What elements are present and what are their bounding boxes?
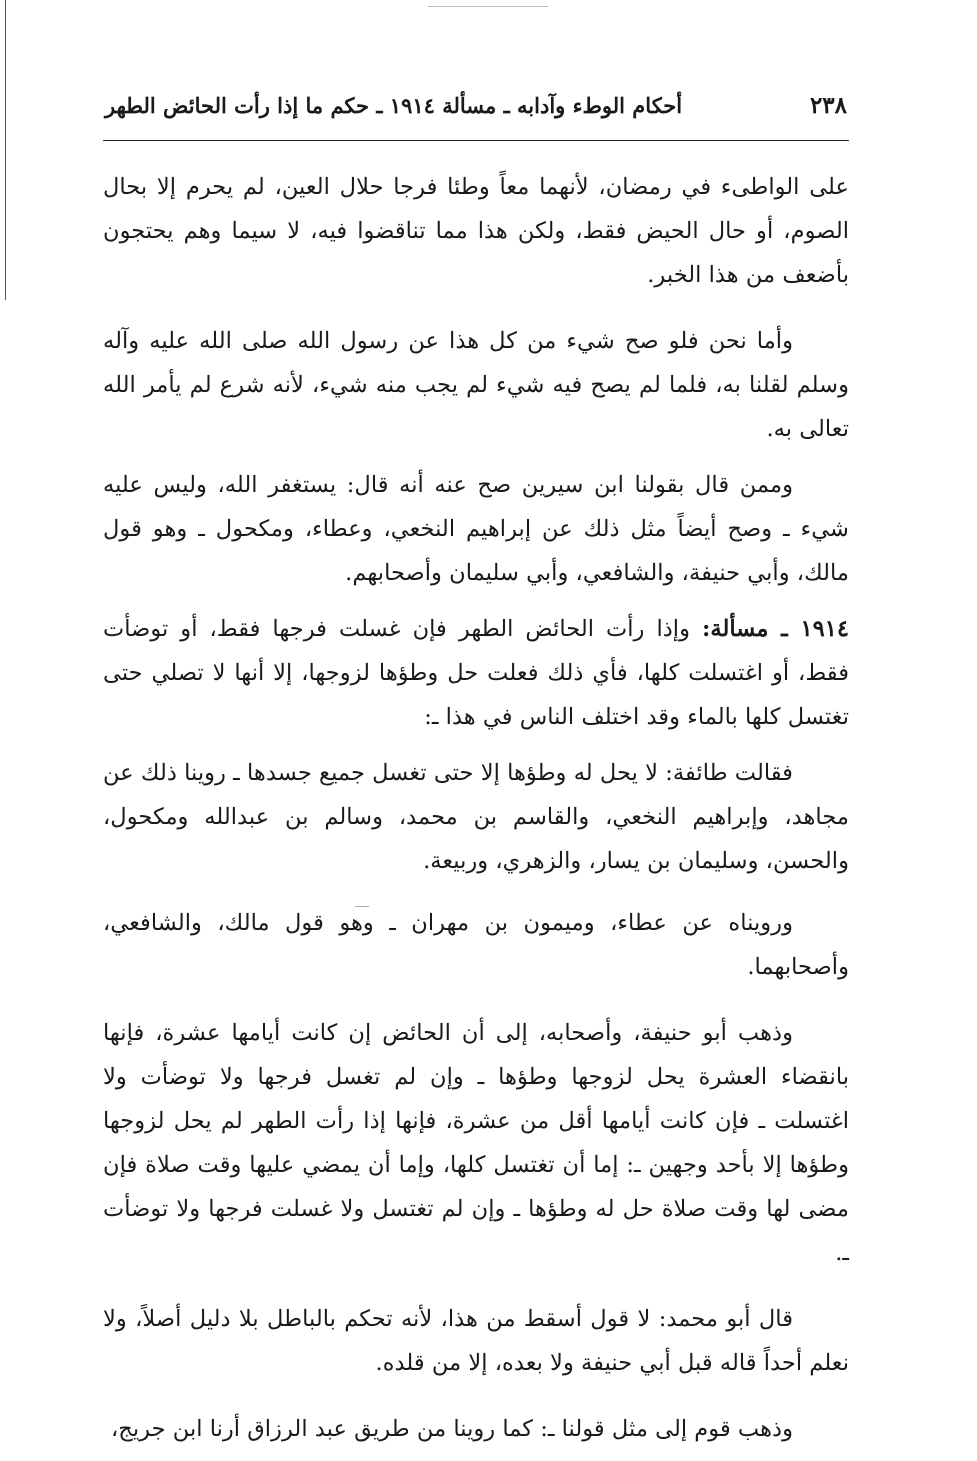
paragraph-text: وأما نحن فلو صح شيء من كل هذا عن رسول الله صلى الله عليه وآله وسلم لقلنا به، فلما لم يصح فيه شيء لم يجب منه شيء، لأنه شرع لم يأمر الله تعالى به.	[103, 328, 849, 442]
scan-mark	[355, 906, 369, 907]
paragraph-text: ورويناه عن عطاء، وميمون بن مهران ـ وهو قول مالك، والشافعي، وأصحابهما.	[103, 910, 849, 980]
paragraph	[103, 1407, 849, 1451]
paragraph	[103, 165, 849, 297]
issue-paragraph	[103, 607, 849, 739]
book-page	[103, 92, 849, 1461]
body-text	[103, 165, 849, 1451]
paragraph-text: على الواطىء في رمضان، لأنهما معاً وطئا فرجا حلال العين، لم يحرم إلا بحال الصوم، أو حال الحيض فقط، ولكن هذا مما تناقضوا فيه، لا سيما وهم يحتجون بأضعف من هذا الخبر.	[103, 174, 849, 288]
paragraph-text: فقالت طائفة: لا يحل له وطؤها إلا حتى تغسل جميع جسدها ـ روينا ذلك عن مجاهد، وإبراهيم النخعي، والقاسم بن محمد، وسالم بن عبدالله ومكحول، والحسن، وسليمان بن يسار، والزهري، وربيعة.	[103, 760, 849, 874]
paragraph	[103, 901, 849, 989]
scan-edge-line	[5, 0, 6, 300]
paragraph	[103, 463, 849, 595]
paragraph	[103, 319, 849, 451]
paragraph-text: قال أبو محمد: لا قول أسقط من هذا، لأنه تحكم بالباطل بلا دليل أصلاً، ولا نعلم أحداً قاله قبل أبي حنيفة ولا بعده، إلا من قلده.	[103, 1306, 849, 1376]
paragraph-text: وذهب أبو حنيفة، وأصحابه، إلى أن الحائض إن كانت أيامها عشرة، فإنها بانقضاء العشرة يحل لزوجها وطؤها ـ وإن لم تغسل فرجها ولا توضأت ولا اغتسلت ـ فإن كانت أيامها أقل من عشرة، فإنها إذا رأت الطهر لم يحل لزوجها وطؤها إلا بأحد وجهين ـ: إما أن تغتسل كلها، وإما أن يمضي عليها وقت صلاة فإن مضى لها وقت صلاة حل له وطؤها ـ وإن لم تغتسل ولا غسلت فرجها ولا توضأت ـ.	[103, 1020, 849, 1266]
paragraph-text: وذهب قوم إلى مثل قولنا ـ: كما روينا من طريق عبد الرزاق أرنا ابن جريج،	[110, 1416, 793, 1442]
scan-top-mark	[428, 6, 548, 7]
issue-number-label: ١٩١٤ ـ مسألة:	[701, 616, 849, 642]
page-number: ٢٣٨	[809, 92, 847, 119]
paragraph	[103, 751, 849, 883]
header-title: أحكام الوطء وآدابه ـ مسألة ١٩١٤ ـ حكم ما إذا رأت الحائض الطهر	[105, 93, 683, 118]
paragraph	[103, 1011, 849, 1275]
paragraph-text: وإذا رأت الحائض الطهر فإن غسلت فرجها فقط، أو توضأت فقط، أو اغتسلت كلها، فأي ذلك فعلت حل وطؤها لزوجها، إلا أنها لا تصلي حتى تغتسل كلها بالماء وقد اختلف الناس في هذا ـ:	[103, 616, 849, 730]
running-header	[103, 92, 849, 141]
paragraph-text: وممن قال بقولنا ابن سيرين صح عنه أنه قال: يستغفر الله، وليس عليه شيء ـ وصح أيضاً مثل ذلك عن إبراهيم النخعي، وعطاء، ومكحول ـ وهو قول مالك، وأبي حنيفة، والشافعي، وأبي سليمان وأصحابهم.	[103, 472, 849, 586]
paragraph	[103, 1297, 849, 1385]
